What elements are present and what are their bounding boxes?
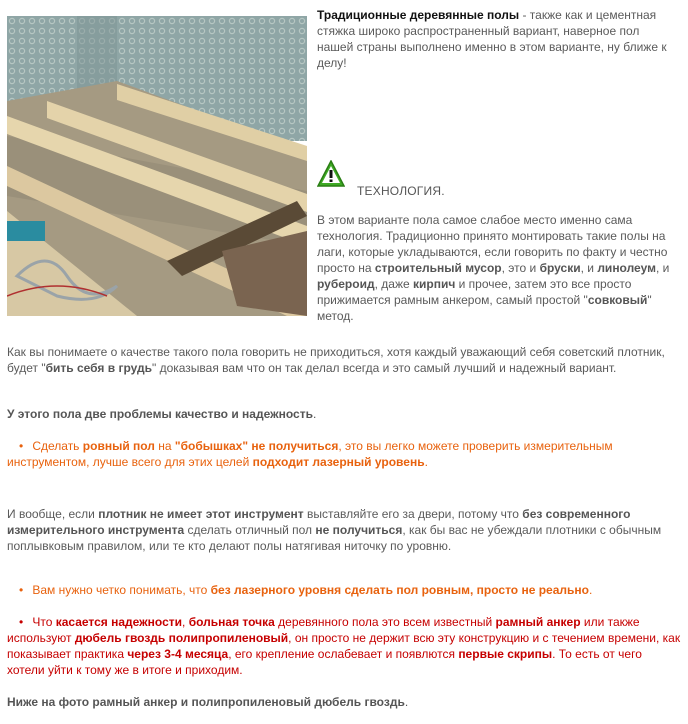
photo-image: [7, 16, 307, 316]
problems-heading: У этого пола две проблемы качество и надежность.: [7, 407, 317, 421]
bullet-level-floor: • Сделать ровный пол на "бобышках" не получиться, это вы легко можете проверить измерительным инструментом, лучше всего для этих целей подходит лазерный уровень.: [7, 439, 613, 469]
floor-joists-photo: [7, 16, 307, 316]
warning-icon: [317, 160, 345, 188]
technology-paragraph: В этом варианте пола самое слабое место именно сама технология. Традиционно принято монтировать такие полы на лаги, которые укладываются, если говорить по факту и честно просто на строительный мусор, это и бруски, и линолеум, и рубероид, даже кирпич и прочее, затем это все просто прижимается рамным анкером, самый простой "совковый" метод.: [317, 213, 670, 323]
intro-text: - также как и цементная стяжка широко распространенный вариант, наверное пол нашей страны выполнено именно в этом варианте, ну ближе к делу!: [317, 8, 667, 70]
bullet-marker: •: [19, 583, 24, 597]
intro-lead: Традиционные деревянные полы: [317, 8, 520, 22]
technology-label: ТЕХНОЛОГИЯ.: [357, 184, 445, 198]
bullet-marker: •: [19, 615, 24, 629]
bullet-marker: •: [19, 439, 24, 453]
intro-section: [317, 7, 679, 71]
carpenter-paragraph: И вообще, если плотник не имеет этот инструмент выставляйте его за двери, потому что без современного измерительного инструмента сделать отличный пол не получиться, как бы вас не убеждали плотники с обычным поплывковым правилом, или те кто делают полы натягивая ниточку по уровню.: [7, 507, 662, 553]
intro-paragraph: [317, 7, 679, 71]
bullet-laser-level: • Вам нужно четко понимать, что без лазерного уровня сделать пол ровным, просто не реально.: [7, 582, 681, 598]
bullet-reliability: • Что касается надежности, больная точка деревянного пола это всем известный рамный анкер или также используют дюбель гвоздь полипропиленовый, он просто не держит всю эту конструкцию и с течением времени, как показывает практика через 3-4 месяца, его крепление ослабевает и появлются первые скрипы. То есть от чего хотели уйти к тому же в итоге и приходим.: [7, 615, 681, 677]
photo-caption-heading: Ниже на фото рамный анкер и полипропиленовый дюбель гвоздь.: [7, 695, 409, 709]
quality-paragraph: Как вы понимаете о качестве такого пола говорить не приходиться, хотя каждый уважающий себя советский плотник, будет "бить себя в грудь" доказывая вам что он так делал всегда и это самый лучший и надежный вариант.: [7, 345, 665, 375]
